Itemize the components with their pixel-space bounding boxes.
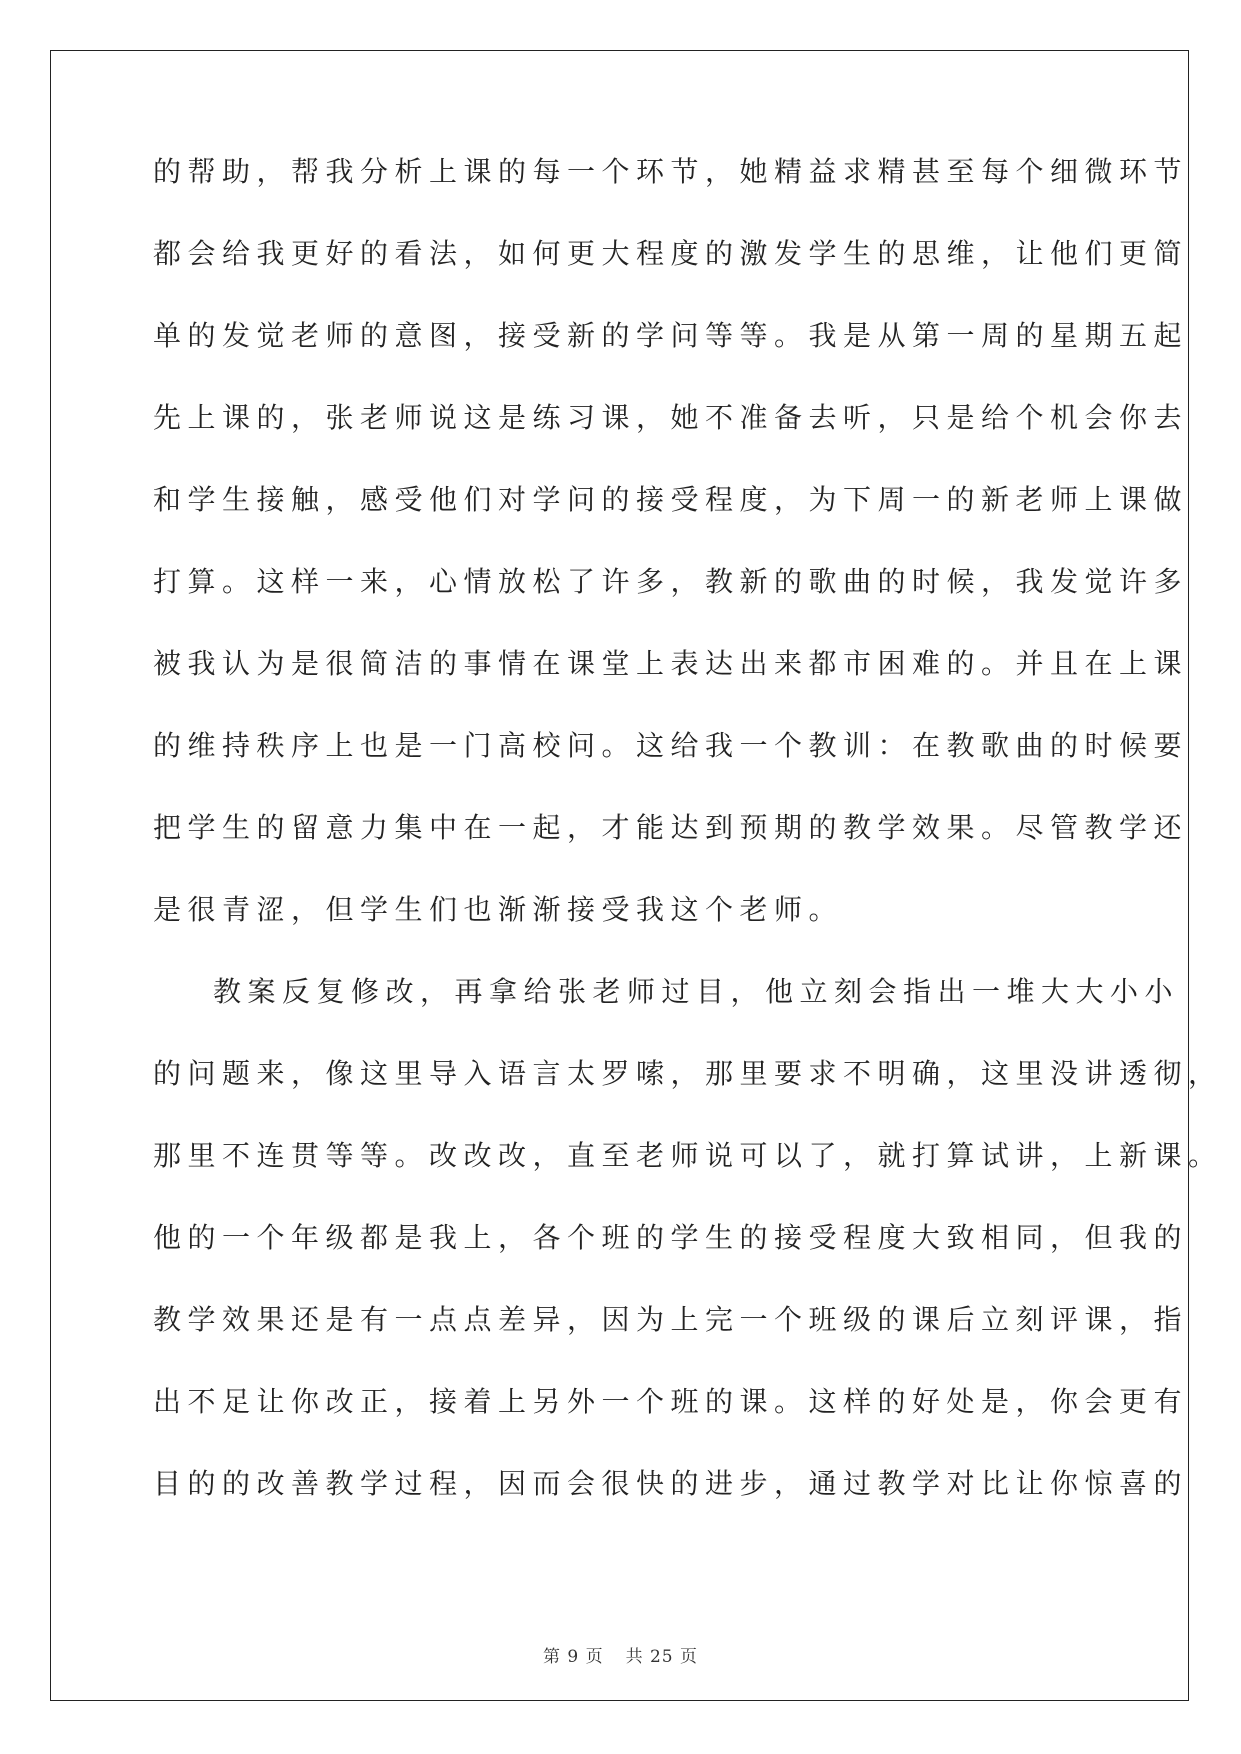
text-line: 教案反复修改，再拿给张老师过目，他立刻会指出一堆大大小小 (213, 975, 1180, 1008)
page-count: 共 25 页 (625, 1647, 699, 1667)
page-number: 第 9 页 (542, 1647, 604, 1667)
text-line: 把学生的留意力集中在一起，才能达到预期的教学效果。尽管教学还 (153, 811, 1189, 844)
document-body (153, 152, 1223, 1546)
text-line: 那里不连贯等等。改改改，直至老师说可以了，就打算试讲，上新课。 (153, 1139, 1223, 1172)
text-line: 的维持秩序上也是一门高校问。这给我一个教训：在教歌曲的时候要 (153, 729, 1189, 762)
text-line: 先上课的，张老师说这是练习课，她不准备去听，只是给个机会你去 (153, 401, 1189, 434)
page-footer (0, 1642, 1241, 1667)
text-line: 和学生接触，感受他们对学问的接受程度，为下周一的新老师上课做 (153, 483, 1189, 516)
text-line: 单的发觉老师的意图，接受新的学问等等。我是从第一周的星期五起 (153, 319, 1189, 352)
text-line: 打算。这样一来，心情放松了许多，教新的歌曲的时候，我发觉许多 (153, 565, 1189, 598)
text-line: 他的一个年级都是我上，各个班的学生的接受程度大致相同，但我的 (153, 1221, 1189, 1254)
text-line: 的帮助，帮我分析上课的每一个环节，她精益求精甚至每个细微环节 (153, 155, 1189, 188)
text-line: 是很青涩，但学生们也渐渐接受我这个老师。 (153, 893, 844, 926)
text-line: 出不足让你改正，接着上另外一个班的课。这样的好处是，你会更有 (153, 1385, 1189, 1418)
text-line: 的问题来，像这里导入语言太罗嗦，那里要求不明确，这里没讲透彻， (153, 1057, 1223, 1090)
text-line: 都会给我更好的看法，如何更大程度的激发学生的思维，让他们更简 (153, 237, 1189, 270)
text-line: 教学效果还是有一点点差异，因为上完一个班级的课后立刻评课，指 (153, 1303, 1189, 1336)
text-line: 被我认为是很简洁的事情在课堂上表达出来都市困难的。并且在上课 (153, 647, 1189, 680)
text-line: 目的的改善教学过程，因而会很快的进步，通过教学对比让你惊喜的 (153, 1467, 1189, 1500)
